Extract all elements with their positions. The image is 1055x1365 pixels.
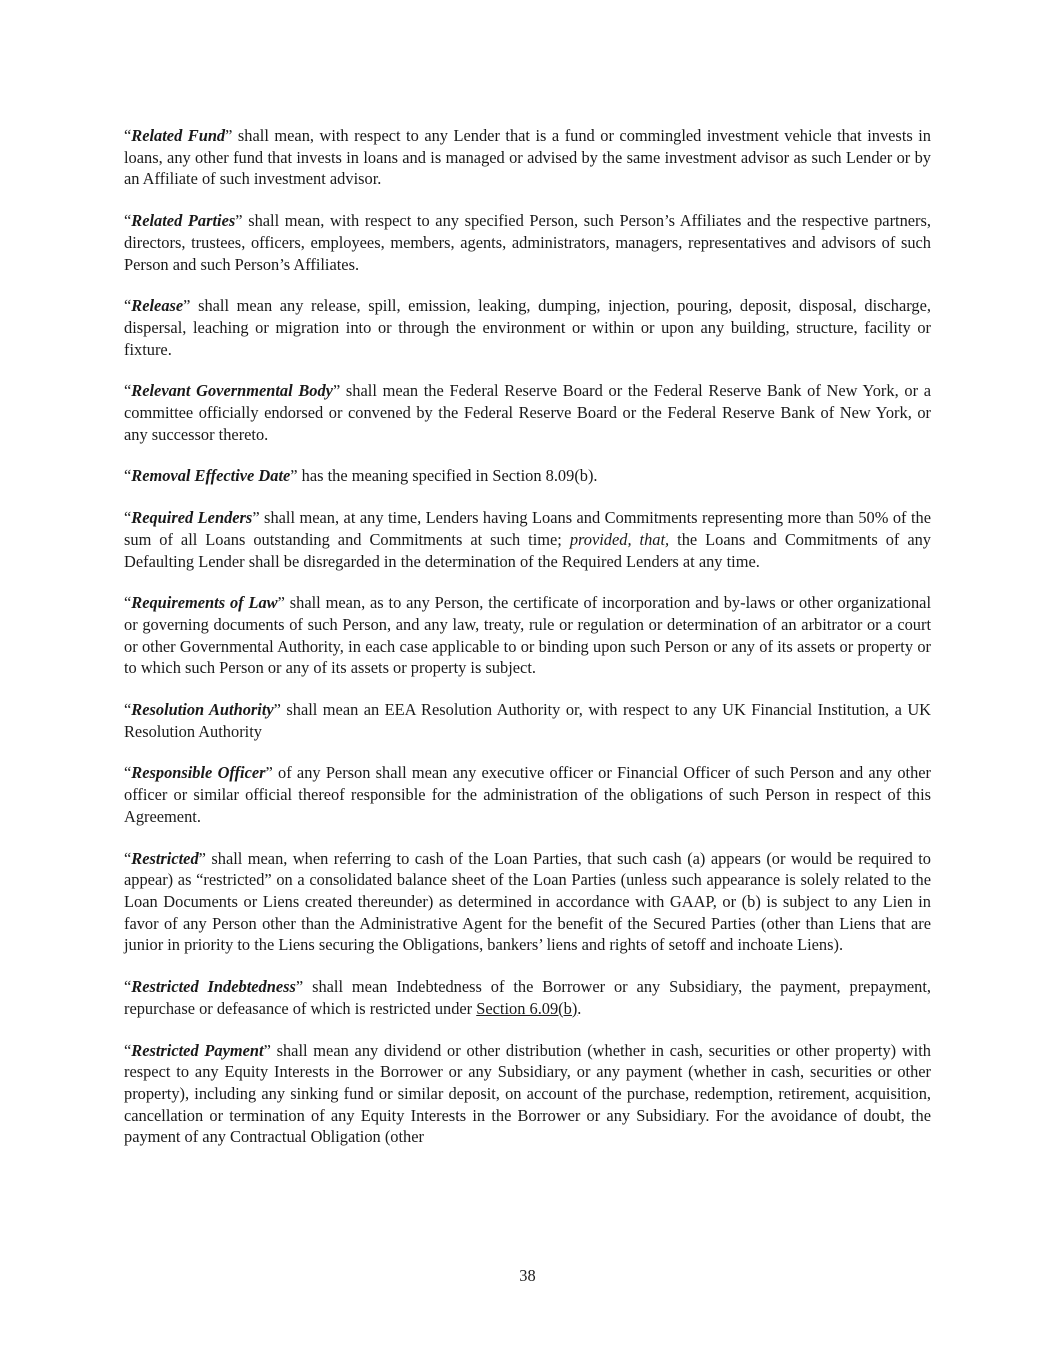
definition-text-continued: .: [577, 998, 582, 1018]
definition-restricted-indebtedness: “Restricted Indebtedness” shall mean Indebtedness of the Borrower or any Subsidiary, the payment, prepayment, repurchase or defeasance of which is restricted under Section 6.09(b).: [124, 977, 931, 1018]
definition-requirements-of-law: “Requirements of Law” shall mean, as to any Person, the certificate of incorporation and by-laws or other organizational or governing documents of such Person, and any law, treaty, rule or regulation or determination of an arbitrator or a court or other Governmental Authority, in each case applicable to or binding upon such Person or any of its assets or property or to which such Person or any of its assets or property is subject.: [124, 593, 931, 678]
document-body: [124, 125, 931, 1168]
defined-term: Restricted: [131, 848, 199, 868]
definition-text: shall mean the Federal Reserve Board or the Federal Reserve Bank of New York, or a committee officially endorsed or convened by the Federal Reserve Board or the Federal Reserve Bank of New York, or any successor thereto.: [124, 381, 931, 444]
definition-restricted: “Restricted” shall mean, when referring to cash of the Loan Parties, that such cash (a) appears (or would be required to appear) as “restricted” on a consolidated balance sheet of the Loan Parties (unless such appearance is solely related to the Loan Documents or Liens created thereunder) as determined in accordance with GAAP, or (b) is subject to any Lien in favor of any Person other than the Administrative Agent for the benefit of the Secured Parties (other than Liens that are junior in priority to the Liens securing the Obligations, bankers’ liens and rights of setoff and inchoate Liens).: [124, 848, 931, 955]
definition-related-fund: “Related Fund” shall mean, with respect to any Lender that is a fund or commingled investment vehicle that invests in loans, any other fund that invests in loans and is managed or advised by the same investment advisor as such Lender or by an Affiliate of such investment advisor.: [124, 126, 932, 189]
defined-term: Responsible Officer: [131, 763, 266, 783]
definition-text: shall mean, at any time, Lenders having Loans and Commitments representing more than 50% of the sum of all Loans outstanding and Commitments at such time;: [124, 508, 931, 549]
definition-text: shall mean Indebtedness of the Borrower or any Subsidiary, the payment, prepayment, repurchase or defeasance of which is restricted under: [124, 977, 931, 1018]
definition-text: shall mean, when referring to cash of the Loan Parties, that such cash (a) appears (or would be required to appear) as “restricted” on a consolidated balance sheet of the Loan Parties (unless such appearance is solely related to the Loan Documents or Liens created thereunder) as determined in accordance with GAAP, or (b) is subject to any Lien in favor of any Person other than the Administrative Agent for the benefit of the Secured Parties (other than Liens that are junior in priority to the Liens securing the Obligations, bankers’ liens and rights of setoff and inchoate Liens).: [124, 848, 931, 955]
defined-term: Restricted Payment: [131, 1040, 264, 1060]
definition-text: shall mean an EEA Resolution Authority or, with respect to any UK Financial Institution, a UK Resolution Authority: [124, 700, 931, 741]
section-cross-reference: Section 6.09(b): [476, 998, 578, 1018]
definition-text: of any Person shall mean any executive officer or Financial Officer of such Person and any other officer or similar official thereof responsible for the administration of the obligations of such Person in respect of this Agreement.: [124, 763, 932, 826]
definition-responsible-officer: “Responsible Officer” of any Person shall mean any executive officer or Financial Officer of such Person and any other officer or similar official thereof responsible for the administration of the obligations of such Person in respect of this Agreement.: [124, 763, 932, 826]
defined-term: Resolution Authority: [131, 700, 274, 720]
definition-text: shall mean, with respect to any specified Person, such Person’s Affiliates and the respective partners, directors, trustees, officers, employees, members, agents, administrators, managers, representatives and advisors of such Person and such Person’s Affiliates.: [124, 211, 931, 274]
definition-release: “Release” shall mean any release, spill, emission, leaking, dumping, injection, pouring, deposit, disposal, discharge, dispersal, leaching or migration into or through the environment or within or upon any building, structure, facility or fixture.: [124, 296, 931, 359]
defined-term: Required Lenders: [131, 508, 253, 528]
definition-text: has the meaning specified in Section 8.09(b).: [297, 466, 598, 486]
definition-text: shall mean, with respect to any Lender that is a fund or commingled investment vehicle that invests in loans, any other fund that invests in loans and is managed or advised by the same investment advisor as such Lender or by an Affiliate of such investment advisor.: [124, 126, 932, 189]
page-number: 38: [519, 1266, 536, 1285]
defined-term: Related Parties: [131, 211, 236, 231]
definition-resolution-authority: “Resolution Authority” shall mean an EEA Resolution Authority or, with respect to any UK Financial Institution, a UK Resolution Authority: [124, 700, 931, 741]
defined-term: Relevant Governmental Body: [131, 381, 333, 401]
definition-text: shall mean, as to any Person, the certificate of incorporation and by-laws or other organizational or governing documents of such Person, and any law, treaty, rule or regulation or determination of an arbitrator or a court or other Governmental Authority, in each case applicable to or binding upon such Person or any of its assets or property or to which such Person or any of its assets or property is subject.: [124, 593, 931, 678]
definition-related-parties: “Related Parties” shall mean, with respect to any specified Person, such Person’s Affiliates and the respective partners, directors, trustees, officers, employees, members, agents, administrators, managers, representatives and advisors of such Person and such Person’s Affiliates.: [124, 211, 931, 274]
definition-required-lenders: “Required Lenders” shall mean, at any time, Lenders having Loans and Commitments representing more than 50% of the sum of all Loans outstanding and Commitments at such time; provided, that, the Loans and Commitments of any Defaulting Lender shall be disregarded in the determination of the Required Lenders at any time.: [124, 508, 931, 571]
defined-term: Release: [131, 296, 184, 316]
definition-restricted-payment: “Restricted Payment” shall mean any dividend or other distribution (whether in cash, securities or other property) with respect to any Equity Interests in the Borrower or any Subsidiary, or any payment (whether in cash, securities or other property), including any sinking fund or similar deposit, on account of the purchase, redemption, retirement, acquisition, cancellation or termination of any Equity Interests in the Borrower or any Subsidiary. For the avoidance of doubt, the payment of any Contractual Obligation (other: [124, 1040, 931, 1147]
definition-text: shall mean any dividend or other distribution (whether in cash, securities or other property) with respect to any Equity Interests in the Borrower or any Subsidiary, or any payment (whether in cash, securities or other property), including any sinking fund or similar deposit, on account of the purchase, redemption, retirement, acquisition, cancellation or termination of any Equity Interests in the Borrower or any Subsidiary. For the avoidance of doubt, the payment of any Contractual Obligation (other: [124, 1040, 931, 1147]
defined-term: Requirements of Law: [131, 593, 278, 613]
definition-removal-effective-date: “Removal Effective Date” has the meaning specified in Section 8.09(b).: [124, 466, 598, 486]
defined-term: Restricted Indebtedness: [131, 977, 296, 997]
definition-text-continued: the Loans and Commitments of any Defaulting Lender shall be disregarded in the determination of the Required Lenders at any time.: [124, 529, 931, 571]
definition-relevant-governmental-body: “Relevant Governmental Body” shall mean the Federal Reserve Board or the Federal Reserve Bank of New York, or a committee officially endorsed or convened by the Federal Reserve Board or the Federal Reserve Bank of New York, or any successor thereto.: [124, 381, 931, 444]
definition-text: shall mean any release, spill, emission, leaking, dumping, injection, pouring, deposit, disposal, discharge, dispersal, leaching or migration into or through the environment or within or upon any building, structure, facility or fixture.: [124, 296, 931, 359]
defined-term: Removal Effective Date: [131, 466, 291, 486]
definition-proviso: provided, that,: [569, 529, 670, 549]
defined-term: Related Fund: [131, 126, 226, 145]
